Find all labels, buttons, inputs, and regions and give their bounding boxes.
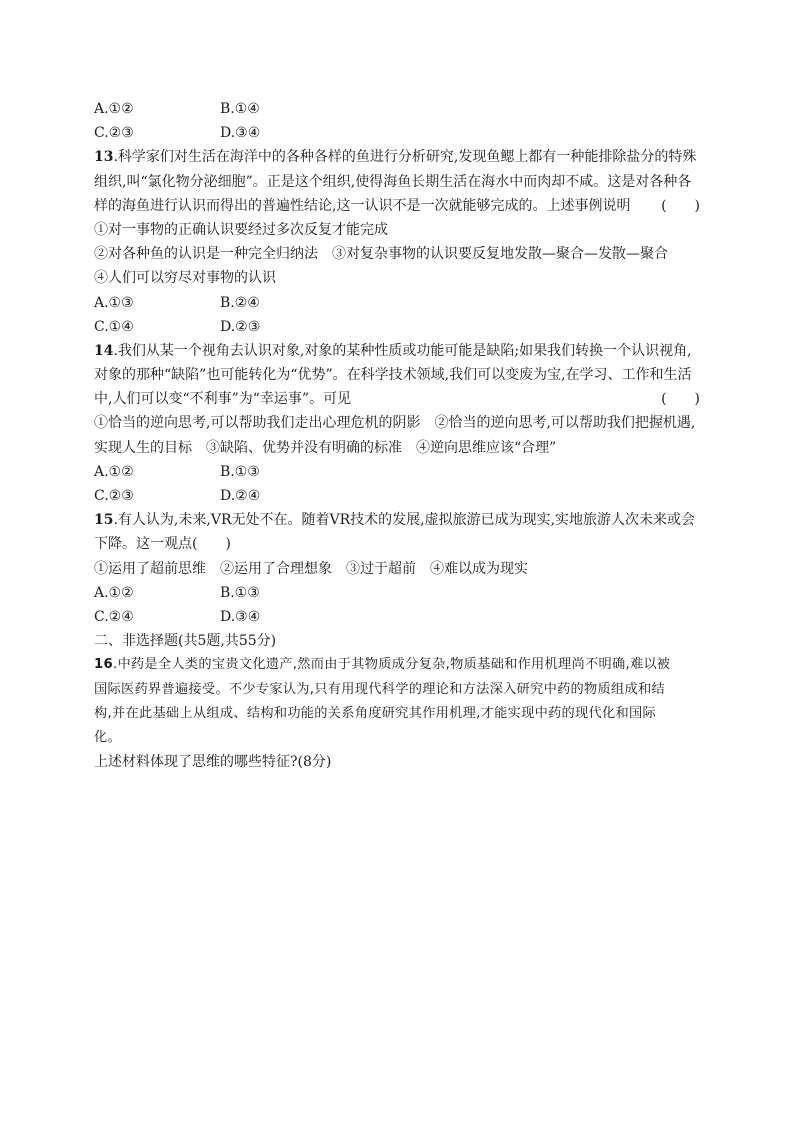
options-row-1	[94, 581, 700, 605]
options-row-2	[94, 315, 700, 339]
question-15-line-1: 15.有人认为,未来,VR无处不在。随着VR技术的发展,虚拟旅游已成为现实,实地旅游人次未来或会	[94, 512, 696, 529]
question-14-line-1: 14.我们从某一个视角去认识对象,对象的某种性质或功能可能是缺陷;如果我们转换一个认识视角,	[94, 342, 692, 359]
option-d: D.②④	[220, 488, 261, 504]
question-16	[94, 653, 700, 774]
question-16-prompt: 上述材料体现了思维的哪些特征?(8分)	[94, 754, 332, 771]
option-b: B.①③	[220, 584, 260, 601]
option-a: A.①③	[94, 294, 134, 311]
options-row-2	[94, 484, 700, 508]
option-a: A.①②	[94, 463, 134, 480]
statement: ①恰当的逆向思考,可以帮助我们走出心理危机的阴影 ②恰当的逆向思考,可以帮助我们把握机遇,	[94, 415, 696, 432]
question-number: 14	[94, 342, 114, 359]
statement: ②对各种鱼的认识是一种完全归纳法 ③对复杂事物的认识要反复地发散—聚合—发散—聚合	[94, 246, 668, 263]
material-line-3: 构,并在此基础上从组成、结构和功能的关系角度研究其作用机理,才能实现中药的现代化和国际	[94, 705, 656, 721]
option-c: C.②③	[94, 488, 134, 504]
option-b: B.①④	[220, 101, 260, 117]
statement: ①对一事物的正确认识要经过多次反复才能完成	[94, 221, 388, 238]
material-line-2: 国际医药界普遍接受。不少专家认为,只有用现代科学的理论和方法深入研究中药的物质组成和结	[94, 681, 665, 697]
option-d: D.②③	[220, 318, 261, 335]
answer-blank: ( )	[661, 197, 700, 214]
options-row-1	[94, 291, 700, 315]
question-13	[94, 145, 700, 339]
prev-options-row-1	[94, 97, 700, 121]
question-13-line-3: 样的海鱼进行认识而得出的普遍性结论,这一认识不是一次就能够完成的。上述事例说明 ( )	[94, 194, 700, 218]
option-c: C.②③	[94, 125, 134, 142]
section-heading: 二、非选择题(共5题,共55分)	[94, 633, 277, 650]
option-d: D.③④	[220, 608, 261, 625]
option-a: A.①②	[94, 584, 134, 601]
question-14-line-2: 对象的那种“缺陷”也可能转化为“优势”。在科学技术领域,我们可以变废为宝,在学习、工作和生活	[94, 367, 692, 384]
question-number: 16	[94, 657, 113, 673]
option-b: B.②④	[220, 294, 260, 311]
question-13-line-2: 组织,叫“氯化物分泌细胞”。正是这个组织,使得海鱼长期生活在海水中而肉却不咸。这是对各种各	[94, 173, 692, 190]
page-content	[94, 97, 700, 774]
question-15-line-2: 下降。这一观点( )	[94, 536, 231, 553]
material-line-4: 化。	[94, 729, 121, 745]
option-d: D.③④	[220, 125, 261, 142]
statement: ④人们可以穷尽对事物的认识	[94, 270, 276, 287]
question-13-line-1: 13.科学家们对生活在海洋中的各种各样的鱼进行分析研究,发现鱼鳃上都有一种能排除盐分的特殊	[94, 149, 697, 166]
prev-options-row-2	[94, 121, 700, 145]
question-15	[94, 508, 700, 629]
options-row-1	[94, 460, 700, 484]
question-14-line-3: 中,人们可以变“不利事”为“幸运事”。可见 ( )	[94, 387, 700, 411]
question-number: 15	[94, 512, 114, 529]
option-a: A.①②	[94, 101, 134, 117]
options-row-2	[94, 605, 700, 629]
option-b: B.①③	[220, 463, 260, 480]
question-number: 13	[94, 149, 114, 166]
answer-blank: ( )	[661, 391, 700, 408]
question-14	[94, 339, 700, 508]
material-line-1: 16.中药是全人类的宝贵文化遗产,然而由于其物质成分复杂,物质基础和作用机理尚不明确,难以被	[94, 657, 671, 673]
option-c: C.①④	[94, 318, 134, 335]
statement: 实现人生的目标 ③缺陷、优势并没有明确的标准 ④逆向思维应该“合理”	[94, 439, 557, 456]
statement: ①运用了超前思维 ②运用了合理想象 ③过于超前 ④难以成为现实	[94, 560, 528, 577]
option-c: C.②④	[94, 608, 134, 625]
